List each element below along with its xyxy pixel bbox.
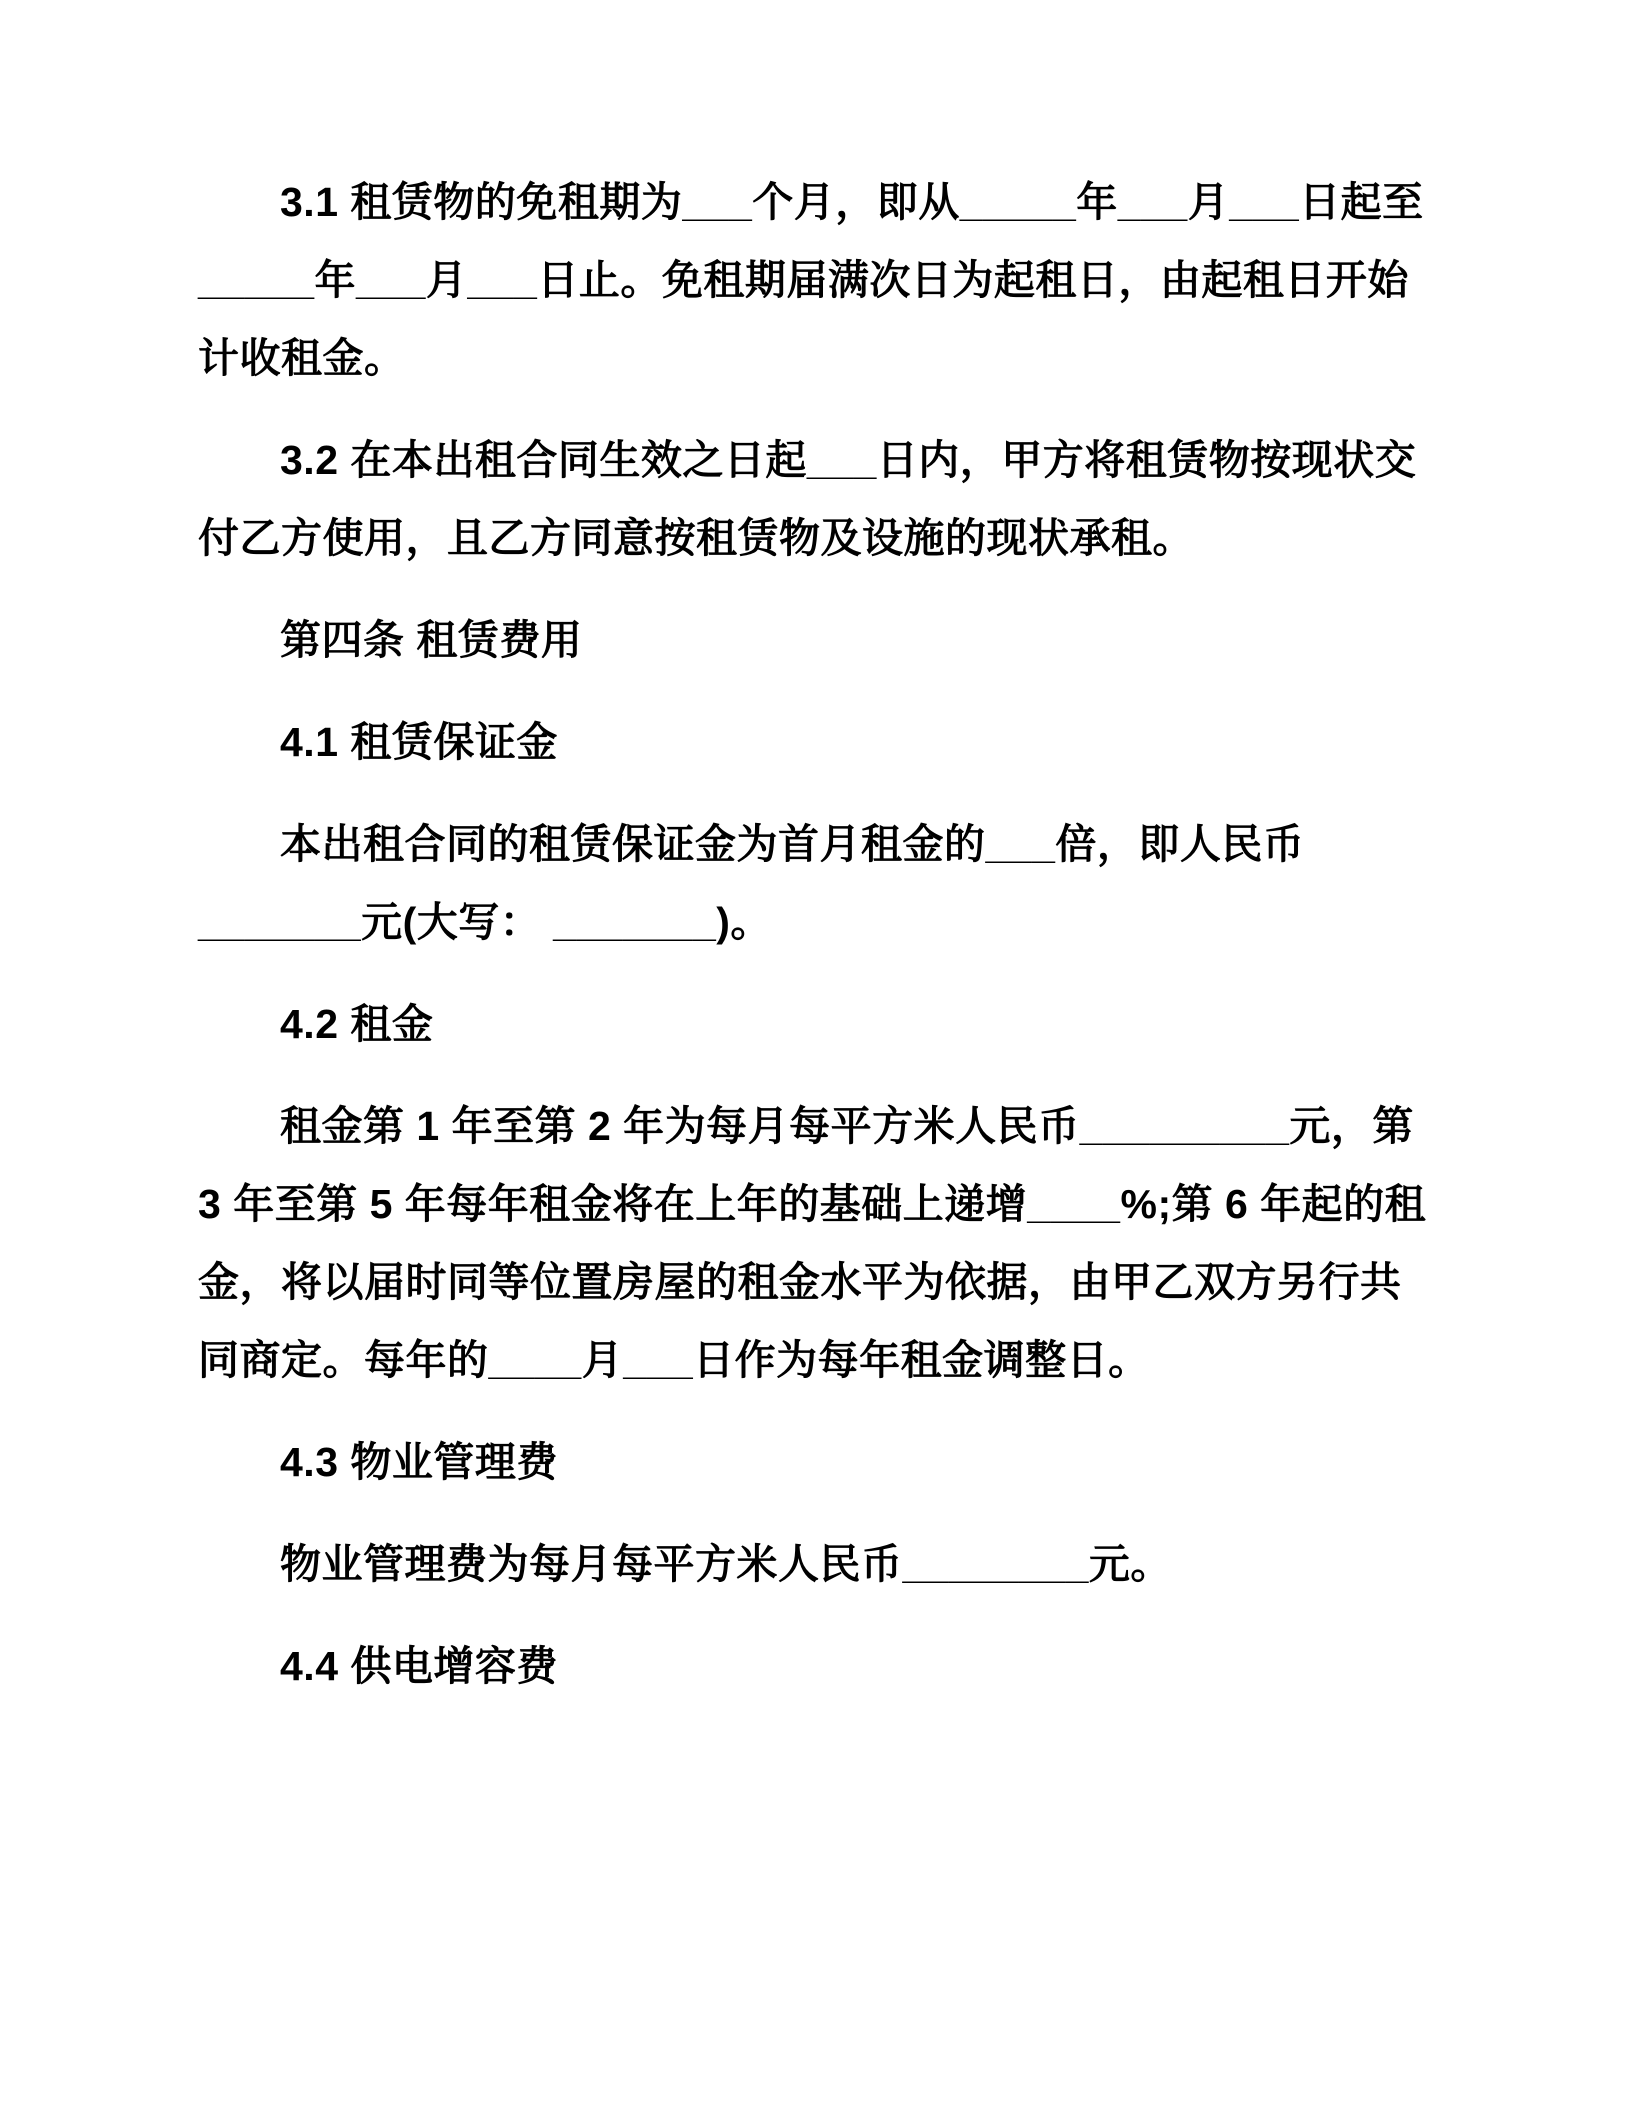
heading-4-2-rent: 4.2 租金	[280, 1001, 434, 1047]
heading-4-4-power-capacity-fee: 4.4 供电增容费	[280, 1643, 558, 1689]
heading-4-1-security-deposit: 4.1 租赁保证金	[280, 719, 558, 765]
clause-3-1-rent-free-period: 3.1 租赁物的免租期为___个月，即从_____年___月___日起至_____年___月___日止。免租期届满次日为起租日，由起租日开始计收租金。	[198, 179, 1424, 381]
heading-article-4-lease-fees: 第四条 租赁费用	[280, 617, 583, 663]
para-4-2-rent-terms: 租金第 1 年至第 2 年为每月每平方米人民币_________元，第 3 年至第 5 年每年租金将在上年的基础上递增____%;第 6 年起的租金，将以届时同等位置房屋的租金水平为依据，由甲乙双方另行共同商定。每年的____月___日作为每年租金调整日。	[198, 1103, 1427, 1383]
clause-3-2-handover: 3.2 在本出租合同生效之日起___日内，甲方将租赁物按现状交付乙方使用，且乙方同意按租赁物及设施的现状承租。	[198, 437, 1417, 561]
heading-4-3-property-management-fee: 4.3 物业管理费	[280, 1439, 558, 1485]
para-4-1-deposit-amount: 本出租合同的租赁保证金为首月租金的___倍，即人民币_______元(大写： _______)。	[198, 821, 1305, 945]
para-4-3-property-fee-amount: 物业管理费为每月每平方米人民币________元。	[280, 1541, 1172, 1587]
